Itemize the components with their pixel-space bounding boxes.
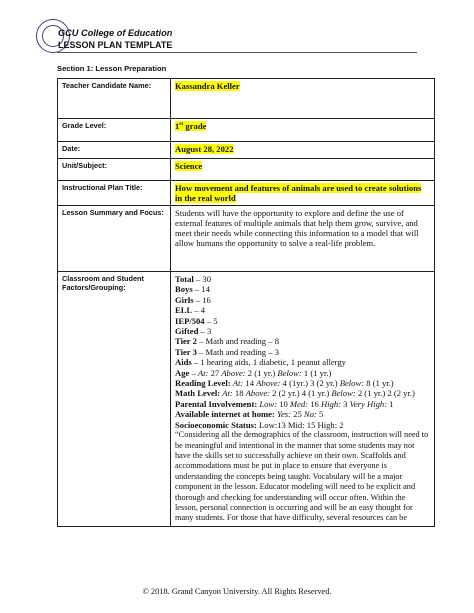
grade-value: 1st grade <box>175 121 207 131</box>
table-row <box>58 79 435 119</box>
factor-math: Math Level: At: 18 Above: 2 (2 yr.) 4 (1 yr.) Below: 2 (1 yr.) 2 (2 yr.) <box>175 388 415 399</box>
table-row <box>58 206 435 272</box>
factor-parental: Parental Involvement: Low: 10 Med: 16 High: 3 Very High: 1 <box>175 398 394 409</box>
college-heading: GCU College of Education <box>58 28 173 38</box>
table-row <box>58 119 435 142</box>
table-row <box>58 181 435 206</box>
summary-label: Lesson Summary and Focus: <box>58 206 171 272</box>
factor-iep: IEP/504 – 5 <box>175 315 218 326</box>
table-row <box>58 272 435 527</box>
summary-value: Students will have the opportunity to explore and define the use of external features of multiple animals that help them grow, survive, and meet their needs while connecting this information to a model that will allow humans the opportunity to solve a real-life problem. <box>171 206 435 272</box>
factor-girls: Girls – 16 <box>175 294 211 305</box>
factor-tier3: Tier 3 – Math and reading – 3 <box>175 346 279 357</box>
plan-title-cell <box>171 181 435 206</box>
factor-reading: Reading Level: At: 14 Above: 4 (1yr.) 3 (2 yr.) Below: 8 (1 yr.) <box>175 378 394 389</box>
factors-label: Classroom and Student Factors/Grouping: <box>58 272 171 527</box>
teacher-label: Teacher Candidate Name: <box>58 79 171 119</box>
factor-total: Total – 30 <box>175 274 211 284</box>
factor-tier2: Tier 2 – Math and reading – 8 <box>175 336 279 347</box>
header-rule <box>57 52 417 53</box>
section-title: Section 1: Lesson Preparation <box>57 64 167 73</box>
copyright-footer: © 2018. Grand Canyon University. All Rights Reserved. <box>142 587 332 596</box>
date-label: Date: <box>58 142 171 159</box>
factor-ell: ELL – 4 <box>175 305 206 316</box>
subject-value: Science <box>175 161 203 171</box>
factor-aids: Aids – 1 hearing aids, 1 diabetic, 1 peanut allergy <box>175 357 346 368</box>
subject-label: Unit/Subject: <box>58 159 171 181</box>
plan-title-value: How movement and features of animals are used to create solutions in the real world <box>175 183 422 203</box>
factor-internet: Available internet at home: Yes: 25 No: 5 <box>175 409 324 420</box>
table-row <box>58 142 435 159</box>
date-value: August 28, 2022 <box>175 144 234 154</box>
grade-label: Grade Level: <box>58 119 171 142</box>
table-row <box>58 159 435 181</box>
factors-cell <box>171 272 435 527</box>
teacher-value: Kassandra Keller <box>175 81 240 91</box>
plan-title-label: Instructional Plan Title: <box>58 181 171 206</box>
template-heading: LESSON PLAN TEMPLATE <box>58 40 173 50</box>
factor-gifted: Gifted – 3 <box>175 326 212 337</box>
grade-cell <box>171 119 435 142</box>
factor-boys: Boys – 14 <box>175 284 210 295</box>
lesson-plan-table <box>57 78 435 527</box>
factor-age: Age – At: 27 Above: 2 (1 yr.) Below: 1 (1 yr.) <box>175 367 332 378</box>
subject-cell <box>171 159 435 181</box>
date-cell <box>171 142 435 159</box>
factor-socio: Socioeconomic Status: Low:13 Mid: 15 High: 2 <box>175 419 344 430</box>
factors-quote: “Considering all the demographics of the classroom, instruction will need to be meaningful and intentional in the manner that some students may not have the skills set to successfully achieve on their own. Scaffolds and accommodations must be put in place to ensure that everyone is understanding the concepts being taught. Vocabulary will be a major component in the lesson. Educator modeling will need to be explicit and thorough and checking for understanding will occur often. Within the lesson, personal connection is occurring and will be an easy thought for many students. For those that have difficulty, several resources can be <box>175 430 429 523</box>
teacher-cell <box>171 79 435 119</box>
